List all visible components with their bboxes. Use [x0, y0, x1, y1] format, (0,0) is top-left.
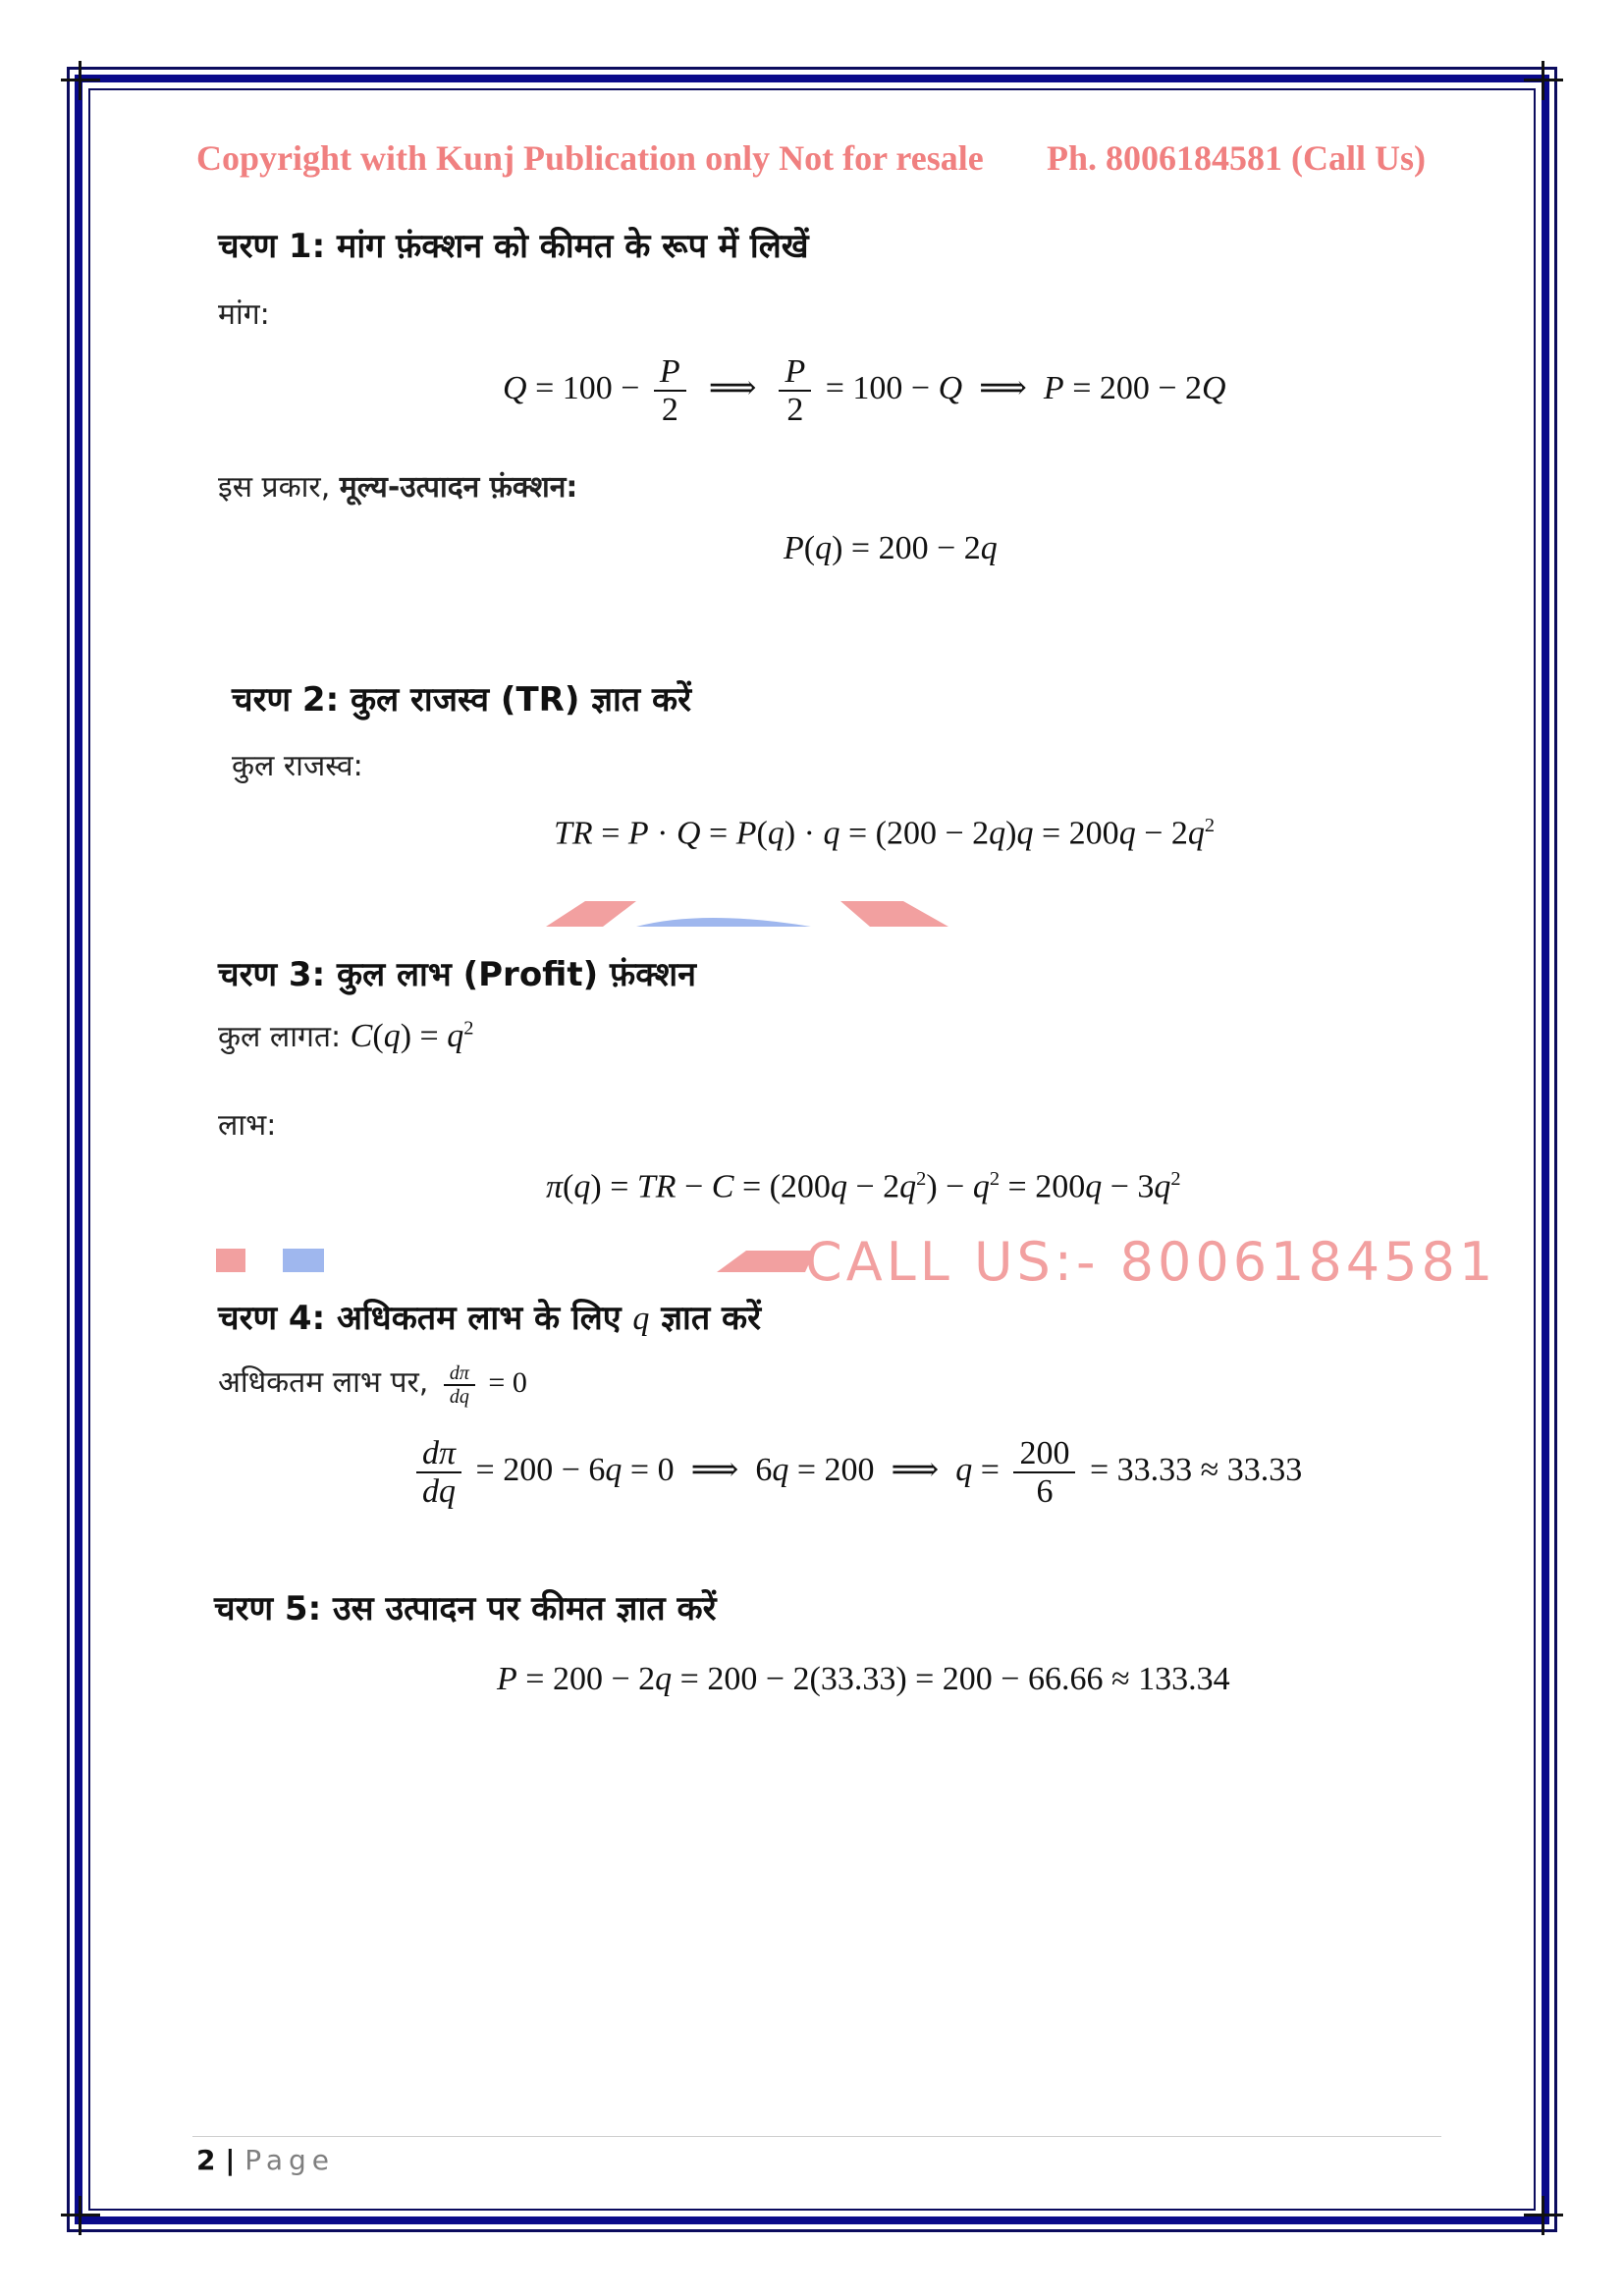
demand-label: मांग:	[218, 297, 270, 332]
equation-total-cost: $C(q) = q^2$	[350, 1017, 474, 1054]
step-1-heading: चरण 1: मांग फ़ंक्शन को कीमत के रूप में लिखें	[218, 227, 809, 266]
equation-derivative: $\frac{d\pi}{dq}$ = 200 − 6q = 0 ⟹ 6q = 200 ⟹ q = $\frac{200}{6}$ = 33.33 ≈ 33.33	[410, 1435, 1302, 1511]
watermark-fragment	[546, 897, 948, 927]
total-revenue-label: कुल राजस्व:	[232, 749, 363, 783]
equation-profit: π(q) = TR − $C = (200q - 2q^2) - q^2 = 200q - 3q^2$	[546, 1168, 1181, 1205]
equation-price-function: P(q) = 200 − 2q	[784, 530, 998, 566]
price-function-label-prefix: इस प्रकार,	[218, 470, 340, 505]
step-5-heading: चरण 5: उस उत्पादन पर कीमत ज्ञात करें	[214, 1589, 717, 1629]
max-profit-row	[218, 1361, 527, 1408]
step-4-heading-prefix: चरण 4: अधिकतम लाभ के लिए	[218, 1299, 633, 1338]
watermark-call-us	[216, 1231, 1497, 1293]
derivative-condition: $\frac{d\pi}{dq}$ = 0	[438, 1366, 527, 1399]
footer-divider	[192, 2136, 1441, 2137]
page-number: 2	[196, 2144, 216, 2176]
profit-label: लाभ:	[218, 1108, 277, 1143]
corner-mark	[1524, 61, 1563, 100]
corner-mark	[61, 2196, 100, 2235]
phone-text: Ph. 8006184581 (Call Us)	[1047, 138, 1426, 178]
step-2-heading: चरण 2: कुल राजस्व (TR) ज्ञात करें	[232, 680, 692, 720]
step-4-heading	[218, 1294, 761, 1339]
max-profit-label: अधिकतम लाभ पर,	[218, 1365, 429, 1400]
equation-price-at-output: P = 200 − 2q = 200 − 2(33.33) = 200 − 66.66 ≈ 133.34	[497, 1661, 1230, 1697]
copyright-text: Copyright with Kunj Publication only Not for resale	[196, 138, 984, 178]
step-4-heading-var: q	[632, 1301, 650, 1337]
corner-mark	[61, 61, 100, 100]
total-cost-row	[218, 1015, 473, 1055]
step-4-heading-suffix: ज्ञात करें	[649, 1299, 762, 1338]
page-separator: |	[215, 2144, 245, 2176]
equation-demand: Q = 100 − $\frac{P}{2}$ ⟹ $\frac{P}{2}$ = 100 − Q ⟹ P = 200 − 2Q	[503, 353, 1226, 429]
price-function-label-bold: मूल्य-उत्पादन फ़ंक्शन:	[339, 470, 578, 505]
total-cost-label: कुल लागत:	[218, 1020, 342, 1054]
corner-mark	[1524, 2196, 1563, 2235]
price-function-label	[218, 465, 577, 506]
equation-total-revenue: TR = $P \cdot Q = P(q) \cdot q = (200 - 2q)q = 200q - 2q^2$	[554, 815, 1216, 852]
page-footer	[196, 2144, 335, 2176]
step-3-heading: चरण 3: कुल लाभ (Profit) फ़ंक्शन	[218, 955, 697, 994]
watermark-text: CALL US:- 8006184581	[805, 1231, 1497, 1293]
page-label: Page	[244, 2144, 336, 2176]
